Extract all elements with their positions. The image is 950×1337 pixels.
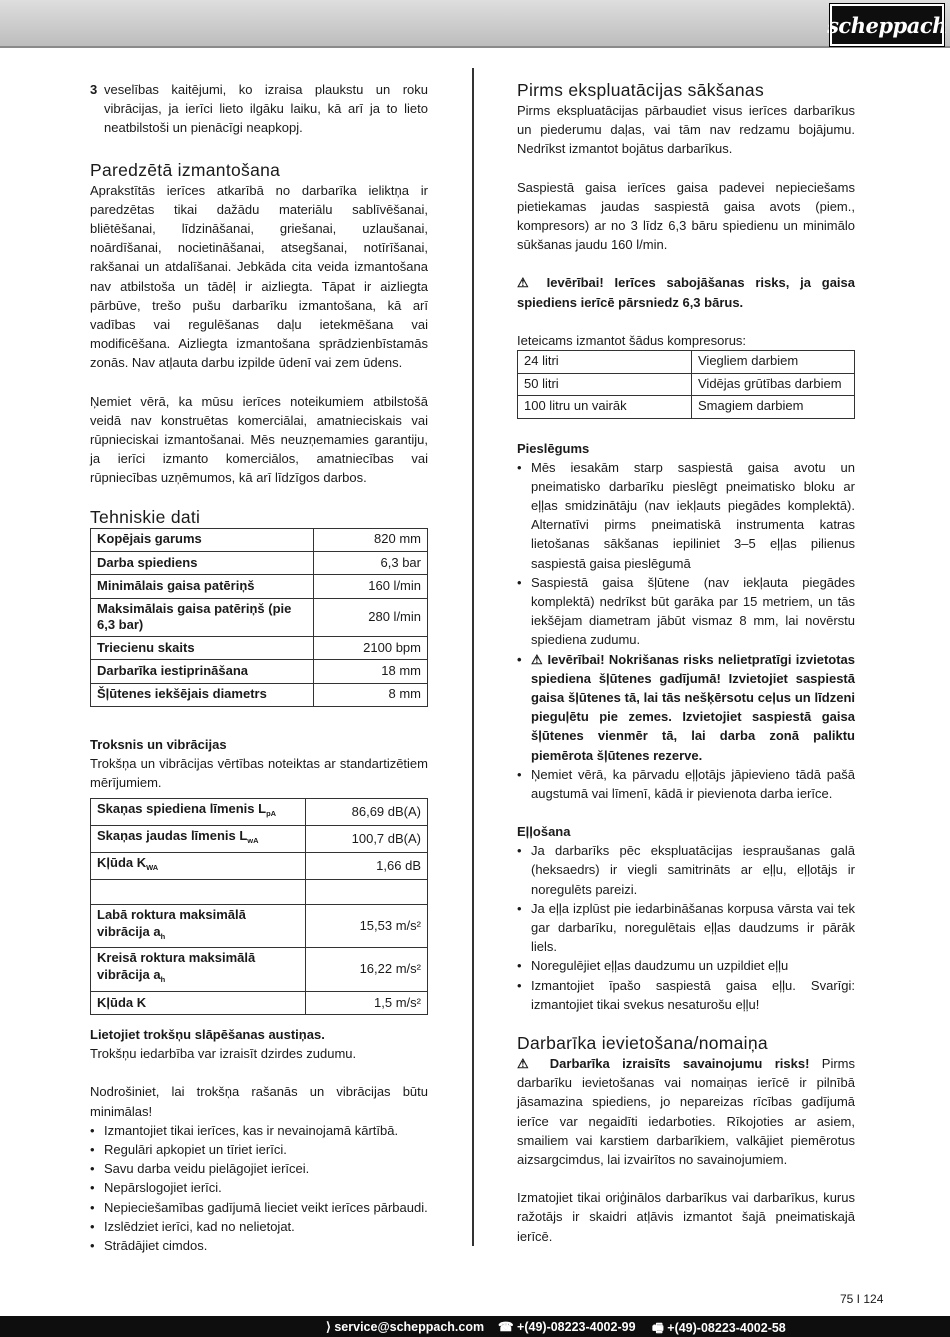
table-key: Triecienu skaits [91, 637, 314, 660]
key-text: Skaņas spiediena līmenis L [97, 801, 267, 817]
table-value: 16,22 m/s² [306, 948, 428, 992]
table-row [91, 683, 428, 706]
table-value: Viegliem darbiem [692, 351, 855, 374]
table-value: 15,53 m/s² [306, 904, 428, 948]
table-row [518, 351, 855, 374]
noise-paragraph: Trokšņa un vibrācijas vērtības noteiktas ar standartizētiem mērījumiem. [90, 756, 428, 791]
table-row [91, 528, 428, 551]
section-title-intended-use: Paredzētā izmantošana [90, 159, 281, 180]
key-subscript: WA [146, 863, 159, 873]
key-subscript: pA [266, 809, 277, 819]
brand-logo: scheppach [830, 4, 944, 46]
table-spacer-row [91, 879, 428, 904]
footer-bar [0, 1316, 950, 1337]
table-row [518, 373, 855, 396]
ear-protection-note: Lietojiet trokšņu slāpēšanas austiņas. [90, 1027, 325, 1043]
table-row [91, 904, 428, 948]
key-subscript: h [160, 931, 166, 941]
table-key [91, 904, 306, 948]
table-row [91, 637, 428, 660]
key-subscript: wA [247, 836, 259, 846]
table-row [91, 551, 428, 574]
section-title-insert-tool: Darbarīka ievietošana/nomaiņa [517, 1033, 768, 1054]
minimize-list [90, 1121, 428, 1255]
table-key: Kopējais garums [91, 528, 314, 551]
table-row [91, 992, 428, 1015]
list-item: • Savu darba veidu pielāgojiet ierīcei. [90, 1159, 428, 1178]
table-row [91, 799, 428, 826]
table-value: 2100 bpm [314, 637, 428, 660]
pressure-warning: ⚠ Ievērībai! Ierīces sabojāšanas risks, ja gaisa spiediens ierīcē pārsniedz 6,3 bārus. [517, 275, 855, 310]
item-text: veselības kaitējumi, ko izraisa plaukstu un roku vibrācijas, ja ierīci lieto ilgāku laiku, kā arī ja to lieto neatbilstoši un pienācīgi neapkopj. [104, 82, 428, 136]
section-title-oiling: Eļļošana [517, 824, 571, 840]
air-supply-paragraph: Saspiestā gaisa ierīces gaisa padevei nepieciešams pietiekamas jaudas saspiestā gaisa avots (piem., kompresors) ar no 3 līdz 6,3 bāru spiedienu un minimālo sūkšanas jaudu 160 l/min. [517, 179, 855, 253]
original-tools-paragraph: Izmatojiet tikai oriģinālos darbarīkus vai darbarīkus, kurus ražotājs ir skaidri atļāvis izmantot šajā pneimatiskajā ierīcē. [517, 1190, 855, 1244]
table-key [91, 948, 306, 992]
section-title-tech-data: Tehniskie dati [90, 506, 201, 527]
list-item: • Strādājiet cimdos. [90, 1236, 428, 1255]
ear-protection-text: Trokšņu iedarbība var izraisīt dzirdes zudumu. [90, 1046, 357, 1062]
table-key: Darba spiediens [91, 551, 314, 574]
list-item: • Izmantojiet īpašo saspiestā gaisa eļļu. Svarīgi: izmantojiet tikai svekus nesaturošu eļļu! [517, 976, 855, 1014]
section-title-noise: Troksnis un vibrācijas [90, 737, 227, 753]
list-item: • Izmantojiet tikai ierīces, kas ir nevainojamā kārtībā. [90, 1121, 428, 1140]
table-value: 86,69 dB(A) [306, 799, 428, 826]
table-value: Vidējas grūtības darbiem [692, 373, 855, 396]
table-key [91, 992, 306, 1015]
key-text: Kļūda K [97, 855, 147, 871]
connection-list [517, 458, 855, 804]
table-value: 280 l/min [314, 598, 428, 637]
table-key: 100 litru un vairāk [518, 396, 692, 419]
noise-table [90, 798, 428, 1015]
table-row [91, 660, 428, 683]
table-value: Smagiem darbiem [692, 396, 855, 419]
section-title-before-use: Pirms ekspluatācijas sākšanas [517, 80, 764, 100]
right-column [517, 80, 855, 1246]
table-value: 820 mm [314, 528, 428, 551]
table-row [91, 853, 428, 880]
list-item: • Ņemiet vērā, ka pārvadu eļļotājs jāpievieno tādā pašā augstumā vai līmenī, kādā ir pievienota darba ierīce. [517, 765, 855, 803]
list-item [90, 80, 428, 138]
oiling-list [517, 841, 855, 1014]
table-key: Darbarīka iestiprināšana [91, 660, 314, 683]
table-key: Maksimālais gaisa patēriņš (pie 6,3 bar) [91, 598, 314, 637]
table-key [91, 826, 306, 853]
table-key: 24 litri [518, 351, 692, 374]
table-row [518, 396, 855, 419]
table-value: 160 l/min [314, 575, 428, 598]
insert-tool-text: Pirms darbarīku ievietošanas vai nomaiņas ierīcē ir pilnībā jāsamazina spiediens, jo nepareizas rīcības gadījumā ierīce var negaidīti iedarboties. Rīkojoties ar asiem, smailiem vai karstiem darbarīkiem, valkājiet piemērotus aizsargcimdus, lai izvairītos no savainojumiem. [517, 1056, 855, 1168]
minimize-paragraph: Nodrošiniet, lai trokšņa rašanās un vibrācijas būtu minimālas! [90, 1084, 428, 1119]
table-key: Šļūtenes iekšējais diametrs [91, 683, 314, 706]
footer-phone: ☎ +(49)-08223-4002-99 [498, 1320, 636, 1334]
key-text: Kļūda K [97, 994, 147, 1010]
column-divider [472, 68, 474, 1246]
commercial-use-paragraph: Ņemiet vērā, ka mūsu ierīces noteikumiem atbilstošā veidā nav konstruētas komerciālai, amatnieciskais vai rūpnieciskai izmantošanai. Mēs neuzņemamies garantiju, ja ierīci izmanto komerciālos, amatniecības vai rūpniecības uzņēmumos, kā arī līdzīgos darbos. [90, 393, 428, 486]
list-item: • Noregulējiet eļļas daudzumu un uzpildiet eļļu [517, 956, 855, 975]
list-item: • Ja eļļa izplūst pie iedarbināšanas korpusa vārsta vai tek gar darbarīku, noregulētais eļļas daudzums ir pārāk liels. [517, 899, 855, 957]
table-key: Minimālais gaisa patēriņš [91, 575, 314, 598]
table-key [91, 853, 306, 880]
list-item: • Saspiestā gaisa šļūtene (nav iekļauta piegādes komplektā) nedrīkst būt garāka par 15 metriem, un tās iekšējam diametram jābūt vismaz 8 mm, lai novērstu spiediena zudumu. [517, 573, 855, 650]
list-item: • Regulāri apkopiet un tīriet ierīci. [90, 1140, 428, 1159]
tech-data-table [90, 528, 428, 707]
page-number: 75 I 124 [840, 1292, 884, 1306]
table-value: 1,66 dB [306, 853, 428, 880]
section-title-connection: Pieslēgums [517, 440, 590, 456]
before-use-paragraph: Pirms ekspluatācijas pārbaudiet visus ierīces darbarīkus un piederumu daļas, vai tām nav redzamu bojājumu. Nedrīkst izmantot bojātus darbarīkus. [517, 103, 855, 157]
header-bar [0, 0, 950, 48]
left-column [90, 80, 428, 1255]
table-key: 50 litri [518, 373, 692, 396]
table-key [91, 799, 306, 826]
list-item: • Izslēdziet ierīci, kad no nelietojat. [90, 1217, 428, 1236]
list-item: • Ja darbarīks pēc ekspluatācijas iespraušanas galā (heksaedrs) ir viegli samitrināts ar eļļu, eļļotājs ir noregulēts pareizi. [517, 841, 855, 899]
compressor-table [517, 350, 855, 419]
key-text: Skaņas jaudas līmenis L [97, 828, 248, 844]
compressor-intro: Ieteicams izmantot šādus kompresorus: [517, 332, 747, 348]
footer-email[interactable]: ⟩ service@scheppach.com [326, 1320, 485, 1334]
list-item: • Nepārslogojiet ierīci. [90, 1178, 428, 1197]
list-item: • Nepieciešamības gadījumā lieciet veikt ierīces pārbaudi. [90, 1198, 428, 1217]
table-value: 18 mm [314, 660, 428, 683]
table-row [91, 826, 428, 853]
table-row [91, 575, 428, 598]
table-value: 8 mm [314, 683, 428, 706]
key-text: Kreisā roktura maksimālā vibrācija a [97, 950, 256, 983]
insert-tool-paragraph [517, 1054, 855, 1169]
table-row [91, 948, 428, 992]
list-item-warning: • ⚠ Ievērībai! Nokrišanas risks nelietpratīgi izvietotas spiediena šļūtenes gadījumā! Izvietojiet saspiestā gaisa šļūtenes tā, lai tās nešķērsotu ceļus un līdzeni pieguļētu pie zemes. Izvietojiet saspiestā gaisa šļūtenes vienmēr tā, lai darba zonā paliktu piemērota šļūtenes rezerve. [517, 650, 855, 765]
table-value: 100,7 dB(A) [306, 826, 428, 853]
table-row [91, 598, 428, 637]
injury-warning: ⚠ Darbarīka izraisīts savainojumu risks! [517, 1056, 810, 1072]
list-item: • Mēs iesakām starp saspiestā gaisa avotu un pneimatisko darbarīku pieslēgt pneimatisko bloku ar eļļas smidzinātāju (nav iekļauts piegādes komplektā). Alternatīvi pirms pneimatiskā instrumenta katras lietošanas sākšanas iepiliniet 3–5 eļļas pilienus saspiestā gaisa pieslēgumā [517, 458, 855, 573]
key-text: Labā roktura maksimālā vibrācija a [97, 906, 246, 939]
table-value: 6,3 bar [314, 551, 428, 574]
key-subscript: h [160, 975, 166, 985]
intended-use-paragraph: Aprakstītās ierīces atkarībā no darbarīka ieliktņa ir paredzētas tikai dažādu materiālu sablīvēšanai, bliētēšanai, līdzināšanai, griešanai, uzlaušanai, noārdīšanai, nocietināšanai, atsegšanai, notīrīšanai, rakšanai un atdalīšanai. Jebkāda cita veida izmantošana nav atbilstoša un tādēļ ir aizliegta. Tāpat ir aizliegta pārbūve, trešo pušu darbarīku izmantošana, kā arī vadības vai regulēšanas daļu ietekmēšana vai modificēšana. Aizliegta izmantošana sprādzienbīstamās zonās. Nav atļauta darbu izpilde ūdenī vai zem ūdens. [90, 182, 428, 371]
item-number: 3 [90, 82, 98, 97]
footer-fax: 🖷 +(49)-08223-4002-58 [652, 1321, 786, 1335]
table-value: 1,5 m/s² [306, 992, 428, 1015]
